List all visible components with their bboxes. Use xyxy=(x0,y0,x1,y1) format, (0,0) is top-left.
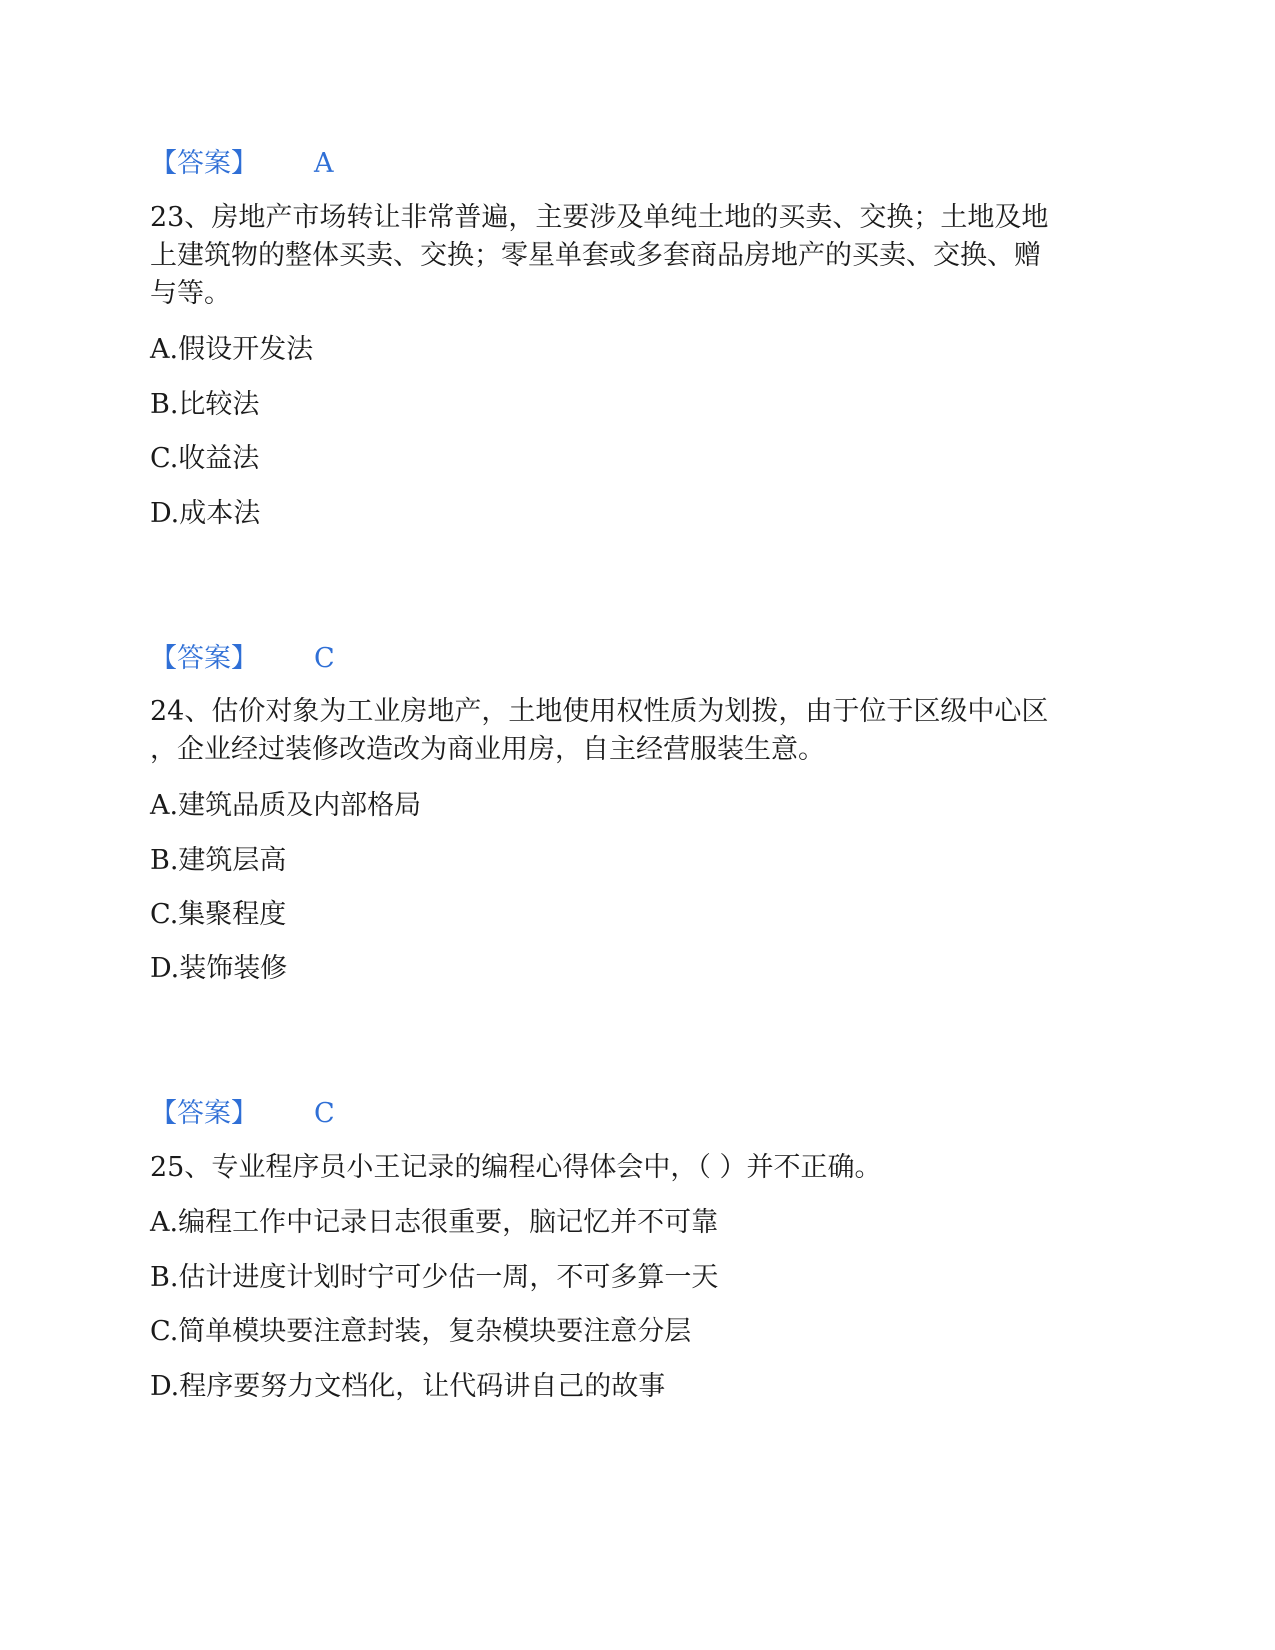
question-text: 上建筑物的整体买卖、交换；零星单套或多套商品房地产的买卖、交换、赠 xyxy=(150,240,1041,271)
question-text: 25、专业程序员小王记录的编程心得体会中，（ ）并不正确。 xyxy=(150,1152,882,1183)
option-c: C.收益法 xyxy=(150,443,260,474)
question-text: 24、估价对象为工业房地产，土地使用权性质为划拨，由于位于区级中心区 xyxy=(150,696,1049,727)
option-a: A.建筑品质及内部格局 xyxy=(150,790,422,821)
option-a: A.假设开发法 xyxy=(150,334,314,365)
answer-value: A xyxy=(314,148,334,179)
option-d: D.程序要努力文档化，让代码讲自己的故事 xyxy=(150,1371,666,1402)
option-b: B.比较法 xyxy=(150,389,260,420)
option-b: B.建筑层高 xyxy=(150,845,287,876)
question-text: 与等。 xyxy=(150,278,231,309)
answer-label: 【答案】 xyxy=(150,148,258,179)
answer-label: 【答案】 xyxy=(150,643,258,674)
option-d: D.装饰装修 xyxy=(150,953,288,984)
answer-line xyxy=(150,144,334,184)
option-b: B.估计进度计划时宁可少估一周，不可多算一天 xyxy=(150,1262,719,1293)
answer-line xyxy=(150,1094,335,1134)
option-a: A.编程工作中记录日志很重要，脑记忆并不可靠 xyxy=(150,1207,719,1238)
answer-line xyxy=(150,639,335,679)
answer-value: C xyxy=(314,643,335,674)
question-text: 23、房地产市场转让非常普遍，主要涉及单纯土地的买卖、交换；土地及地 xyxy=(150,202,1049,233)
answer-label: 【答案】 xyxy=(150,1098,258,1129)
option-d: D.成本法 xyxy=(150,498,261,529)
question-text: ，企业经过装修改造改为商业用房，自主经营服装生意。 xyxy=(150,734,825,765)
option-c: C.简单模块要注意封装，复杂模块要注意分层 xyxy=(150,1316,692,1347)
option-c: C.集聚程度 xyxy=(150,899,287,930)
answer-value: C xyxy=(314,1098,335,1129)
